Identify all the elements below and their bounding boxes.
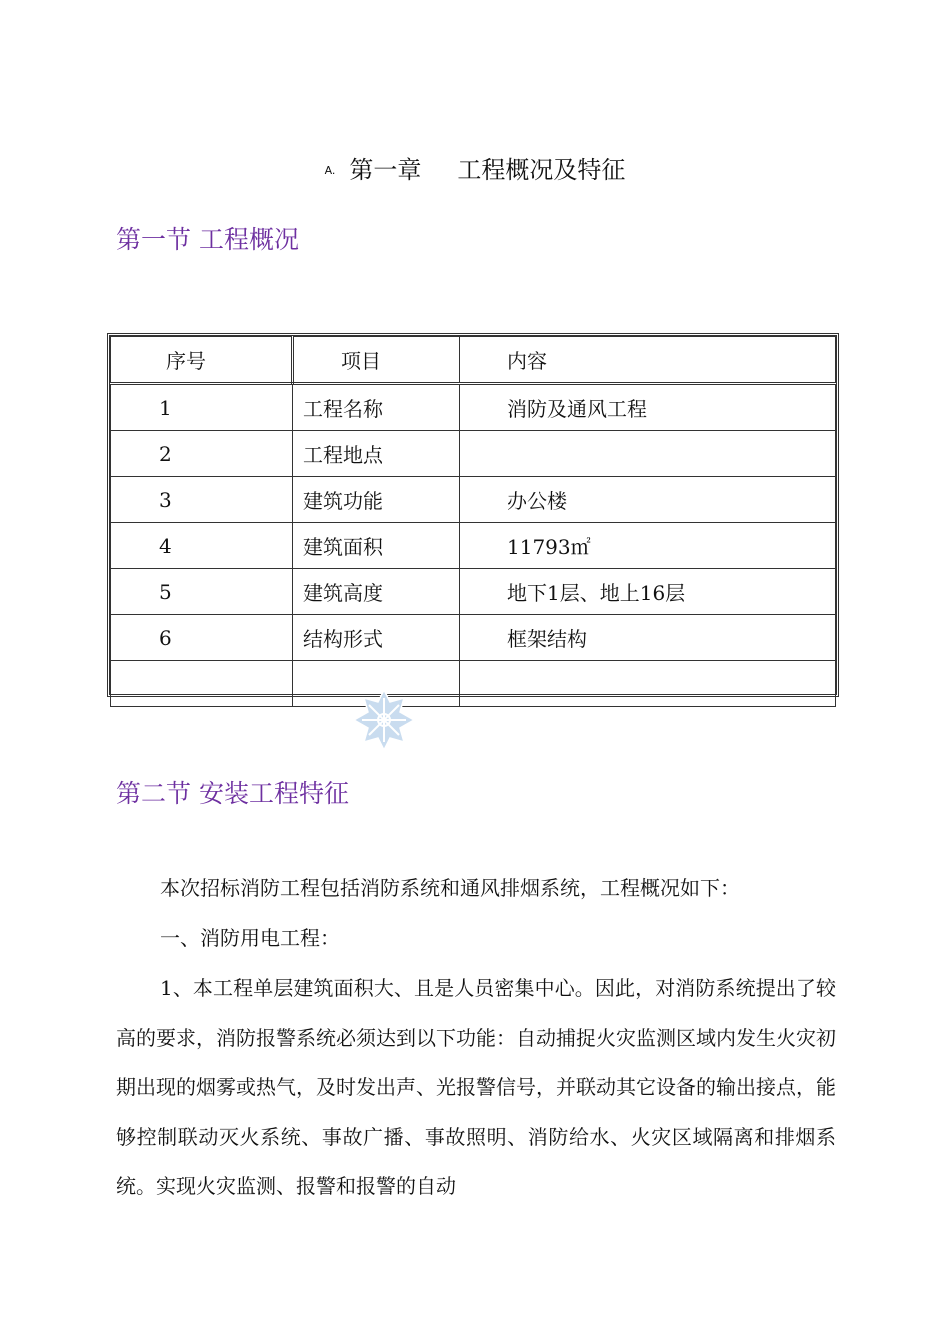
cell-item: 工程地点 <box>293 431 460 477</box>
table-row <box>111 615 836 661</box>
section-title-features: 第二节 安装工程特征 <box>116 779 349 808</box>
section-title-overview: 第一节 工程概况 <box>116 225 299 254</box>
paragraph-body: 1、本工程单层建筑面积大、且是人员密集中心。因此，对消防系统提出了较高的要求，消防报警系统必须达到以下功能：自动捕捉火灾监测区域内发生火灾初期出现的烟雾或热气，及时发出声、光报警信号，并联动其它设备的输出接点，能够控制联动灭火系统、事故广播、事故照明、消防给水、火灾区域隔离和排烟系统。实现火灾监测、报警和报警的自动 <box>116 976 836 1198</box>
chapter-number: 第一章 <box>349 156 422 184</box>
cell-content: 办公楼 <box>460 477 836 523</box>
cell-serial: 4 <box>111 523 293 569</box>
header-item: 项目 <box>293 337 460 384</box>
chapter-marker: A. <box>324 164 336 177</box>
cell-serial: 1 <box>111 384 293 431</box>
table-row <box>111 661 836 707</box>
chapter-title <box>0 152 950 189</box>
header-serial: 序号 <box>111 337 293 384</box>
chapter-name: 工程概况及特征 <box>457 156 626 184</box>
table-row <box>111 523 836 569</box>
cell-content: 地下1层、地上16层 <box>460 569 836 615</box>
table-header-row <box>111 337 836 384</box>
cell-serial <box>111 661 293 707</box>
cell-content: 消防及通风工程 <box>460 384 836 431</box>
table-row <box>111 477 836 523</box>
cell-serial: 2 <box>111 431 293 477</box>
cell-item: 建筑功能 <box>293 477 460 523</box>
cell-content <box>460 661 836 707</box>
paragraph-intro: 本次招标消防工程包括消防系统和通风排烟系统，工程概况如下： <box>160 876 740 900</box>
cell-item: 结构形式 <box>293 615 460 661</box>
table-row <box>111 431 836 477</box>
paragraph-subheading: 一、消防用电工程： <box>160 926 340 950</box>
snowflake-watermark-icon <box>352 688 416 752</box>
cell-content <box>460 431 836 477</box>
cell-content: 11793㎡ <box>460 523 836 569</box>
header-content: 内容 <box>460 337 836 384</box>
project-overview-table <box>107 333 839 697</box>
table-row <box>111 384 836 431</box>
cell-content: 框架结构 <box>460 615 836 661</box>
cell-serial: 3 <box>111 477 293 523</box>
cell-item: 工程名称 <box>293 384 460 431</box>
cell-serial: 5 <box>111 569 293 615</box>
cell-item: 建筑面积 <box>293 523 460 569</box>
table-row <box>111 569 836 615</box>
cell-serial: 6 <box>111 615 293 661</box>
cell-item: 建筑高度 <box>293 569 460 615</box>
